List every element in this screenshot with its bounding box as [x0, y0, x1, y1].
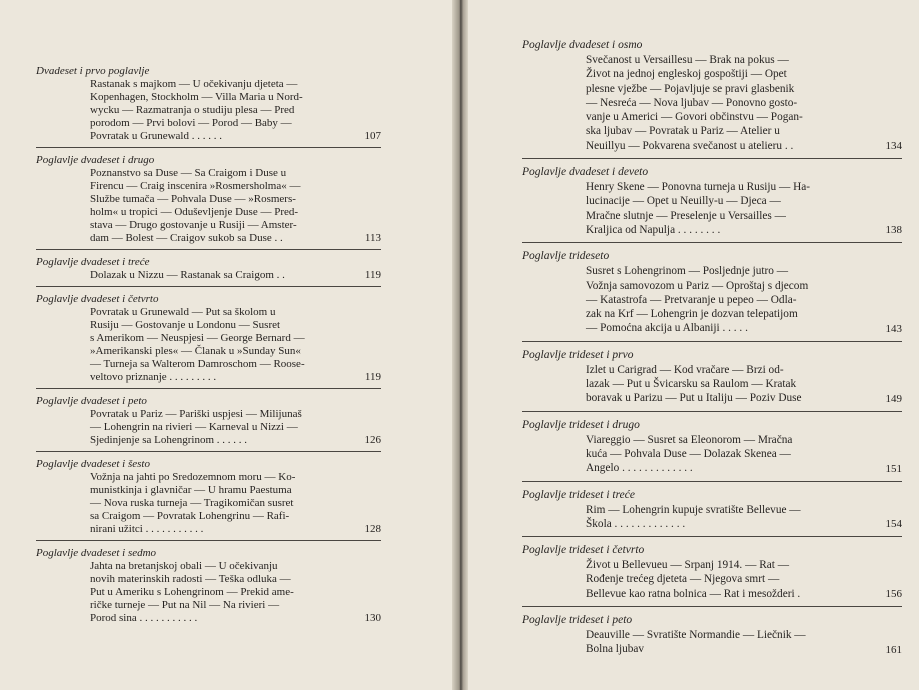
summary-line: sa Craigom — Povratak Lohengrinu — Rafi- [90, 510, 290, 522]
summary-line: Sjedinjenje sa Lohengrinom . . . . . . [90, 434, 248, 446]
toc-chapter-entry [36, 64, 381, 143]
summary-line: Kraljica od Napulja . . . . . . . . [586, 223, 721, 236]
summary-line: Deauville — Svratište Normandie — Liečnik — [586, 629, 806, 642]
summary-line: Poznanstvo sa Duse — Sa Craigom i Duse u [90, 167, 287, 179]
summary-line: stava — Drugo gostovanje u Rusiji — Amster- [90, 219, 297, 231]
chapter-title: Poglavlje dvadeset i četvrto [36, 293, 159, 305]
chapter-divider [522, 606, 902, 607]
summary-line: Rastanak s majkom — U očekivanju djeteta — [90, 78, 298, 90]
summary-line: — Katastrofa — Pretvaranje u pepeo — Odla- [586, 293, 797, 306]
chapter-summary [586, 558, 872, 601]
chapter-divider [522, 158, 902, 159]
summary-line: novih materinskih radosti — Teška odluka — [90, 573, 291, 585]
page-number: 161 [885, 643, 902, 656]
summary-line: Rođenje trećeg djeteta — Njegova smrt — [586, 573, 780, 586]
chapter-title: Dvadeset i prvo poglavlje [36, 65, 150, 77]
chapter-summary [586, 628, 872, 657]
chapter-summary-row [586, 180, 902, 237]
chapter-summary-row [90, 560, 381, 625]
left-page [0, 0, 458, 690]
summary-line: Život u Bellevueu — Srpanj 1914. — Rat — [586, 559, 790, 572]
summary-line: Mračne slutnje — Preselenje u Versailles — [586, 209, 786, 222]
summary-line: — Lohengrin na rivieri — Karneval u Nizzi — [90, 421, 298, 433]
summary-line: s Amerikom — Neuspjesi — George Bernard — [90, 332, 305, 344]
summary-line: Rim — Lohengrin kupuje svratište Bellevue — [586, 503, 801, 516]
toc-chapter-entry [36, 292, 381, 384]
page-number: 128 [364, 523, 381, 535]
chapter-title: Poglavlje trideset i četvrto [522, 544, 645, 557]
toc-chapter-entry [522, 613, 902, 657]
page-number: 156 [885, 588, 902, 601]
chapter-title: Poglavlje dvadeset i peto [36, 395, 147, 407]
summary-line: — Nova ruska turneja — Tragikomičan susret [90, 497, 294, 509]
chapter-title: Poglavlje dvadeset i treće [36, 256, 150, 268]
page-number: 134 [885, 140, 902, 153]
chapter-summary-row [90, 408, 381, 447]
chapter-divider [522, 242, 902, 243]
page-number: 143 [885, 322, 902, 335]
toc-chapter-entry [522, 165, 902, 237]
summary-line: dam — Bolest — Craigov sukob sa Duse . . [90, 232, 283, 244]
summary-line: Put u Ameriku s Lohengrinom — Prekid ame- [90, 586, 294, 598]
summary-line: Bellevue kao ratna bolnica — Rat i mesožderi . [586, 587, 801, 600]
chapter-summary-row [586, 503, 902, 532]
summary-line: Škola . . . . . . . . . . . . . [586, 517, 686, 530]
summary-line: ričke turneje — Put na Nil — Na rivieri — [90, 599, 280, 611]
page-number: 130 [364, 612, 381, 624]
chapter-divider [36, 388, 381, 389]
chapter-title: Poglavlje dvadeset i osmo [522, 39, 643, 51]
summary-line: Vožnja na jahti po Sredozemnom moru — Ko- [90, 471, 296, 483]
summary-line: Neuillyu — Pokvarena svečanost u atelieru . . [586, 139, 794, 152]
chapter-summary [90, 269, 351, 282]
summary-line: veltovo priznanje . . . . . . . . . [90, 371, 217, 383]
chapter-divider [36, 147, 381, 148]
page-number: 151 [885, 462, 902, 475]
chapter-summary-row [586, 433, 902, 476]
summary-line: Bolna ljubav [586, 643, 645, 656]
summary-line: Kopenhagen, Stockholm — Villa Maria u Nord- [90, 91, 303, 103]
summary-line: kuća — Pohvala Duse — Dolazak Skenea — [586, 447, 791, 460]
summary-line: Porod sina . . . . . . . . . . . [90, 612, 198, 624]
right-page [462, 0, 919, 690]
toc-chapter-entry [36, 394, 381, 447]
summary-line: nirani užitci . . . . . . . . . . . [90, 523, 204, 535]
chapter-summary-row [586, 558, 902, 601]
chapter-summary-row [586, 264, 902, 335]
summary-line: Svečanost u Versaillesu — Brak na pokus — [586, 54, 789, 66]
summary-line: Povratak u Grunewald — Put sa školom u [90, 306, 276, 318]
summary-line: wycku — Razmatranja o studiju plesa — Pred [90, 104, 295, 116]
summary-line: Vožnja samovozom u Pariz — Oproštaj s djecom [586, 279, 809, 292]
summary-line: Susret s Lohengrinom — Posljednje jutro — [586, 265, 789, 278]
summary-line: Povratak u Grunewald . . . . . . [90, 130, 222, 142]
chapter-divider [36, 451, 381, 452]
summary-line: Izlet u Carigrad — Kod vračare — Brzi od- [586, 363, 784, 376]
chapter-divider [36, 540, 381, 541]
summary-line: holm« u tropici — Oduševljenje Duse — Pred- [90, 206, 299, 218]
chapter-summary-row [586, 53, 902, 153]
chapter-summary-row [586, 628, 902, 657]
page-number: 149 [885, 392, 902, 405]
page-number: 154 [885, 518, 902, 531]
summary-line: Život na jednoj engleskoj gospoštiji — Opet [586, 68, 787, 81]
toc-chapter-entry [522, 488, 902, 532]
summary-line: — Pomoćna akcija u Albaniji . . . . . [586, 322, 748, 335]
toc-chapter-entry [522, 418, 902, 476]
summary-line: plesne vježbe — Pojavljuje se pravi glasbenik [586, 82, 795, 95]
chapter-summary-row [90, 306, 381, 384]
chapter-summary-row [90, 78, 381, 143]
summary-line: Viareggio — Susret sa Eleonorom — Mračna [586, 433, 793, 446]
page-number: 119 [364, 371, 381, 383]
summary-line: Službe tumača — Pohvala Duse — »Rosmers- [90, 193, 296, 205]
summary-line: Jahta na bretanjskoj obali — U očekivanju [90, 560, 278, 572]
summary-line: Dolazak u Nizzu — Rastanak sa Craigom . . [90, 269, 285, 281]
summary-line: — Turneja sa Walterom Damroschom — Roose- [90, 358, 305, 370]
chapter-summary-row [586, 363, 902, 406]
chapter-summary [586, 433, 872, 476]
page-number: 107 [364, 130, 381, 142]
summary-line: Rusiju — Gostovanje u Londonu — Susret [90, 319, 281, 331]
summary-line: munistkinja i glavničar — U hramu Paestuma [90, 484, 292, 496]
chapter-title: Poglavlje dvadeset i drugo [36, 154, 155, 166]
chapter-title: Poglavlje dvadeset i šesto [36, 458, 150, 470]
toc-chapter-entry [36, 457, 381, 536]
chapter-title: Poglavlje trideset i peto [522, 614, 633, 627]
chapter-title: Poglavlje dvadeset i sedmo [36, 547, 157, 559]
chapter-summary [90, 78, 351, 143]
summary-line: porodom — Prvi bolovi — Porod — Baby — [90, 117, 292, 129]
chapter-title: Poglavlje trideset i treće [522, 488, 635, 501]
chapter-summary [90, 167, 351, 245]
summary-line: ska ljubav — Povratak u Pariz — Atelier u [586, 125, 780, 138]
summary-line: — Nesreća — Nova ljubav — Ponovno gosto- [586, 96, 798, 109]
chapter-summary [90, 408, 351, 447]
toc-chapter-entry [36, 255, 381, 282]
toc-chapter-entry [522, 249, 902, 335]
page-number: 138 [885, 224, 902, 237]
toc-chapter-entry [522, 38, 902, 153]
summary-line: lucinacije — Opet u Neuilly-u — Djeca — [586, 195, 781, 208]
page-number: 113 [364, 232, 381, 244]
summary-line: zak na Krf — Lohengrin je dozvan telepatijom [586, 308, 798, 321]
toc-chapter-entry [522, 348, 902, 406]
chapter-summary [90, 306, 351, 384]
page-number: 119 [364, 269, 381, 281]
toc-chapter-entry [36, 153, 381, 245]
chapter-summary [586, 53, 872, 153]
chapter-summary-row [90, 471, 381, 536]
summary-line: Henry Skene — Ponovna turneja u Rusiju — Ha- [586, 181, 811, 194]
right-table-of-contents [522, 38, 902, 657]
chapter-summary [90, 560, 351, 625]
summary-line: Povratak u Pariz — Pariški uspjesi — Milijunaš [90, 408, 302, 420]
chapter-title: Poglavlje dvadeset i deveto [522, 166, 649, 179]
summary-line: vanje u Americi — Govori občinstvu — Pogan- [586, 111, 803, 124]
chapter-summary [586, 264, 872, 335]
summary-line: »Amerikanski ples« — Članak u »Sunday Sun« [90, 345, 301, 357]
chapter-divider [522, 411, 902, 412]
chapter-summary [586, 180, 872, 237]
page-number: 126 [364, 434, 381, 446]
chapter-divider [36, 286, 381, 287]
chapter-summary-row [90, 167, 381, 245]
chapter-divider [522, 536, 902, 537]
chapter-summary [90, 471, 351, 536]
chapter-title: Poglavlje trideset i drugo [522, 418, 640, 431]
chapter-divider [522, 481, 902, 482]
chapter-divider [522, 341, 902, 342]
chapter-title: Poglavlje trideseto [522, 250, 610, 263]
book-gutter [452, 0, 468, 690]
summary-line: lazak — Put u Švicarsku sa Raulom — Kratak [586, 378, 797, 391]
summary-line: boravak u Parizu — Put u Italiju — Poziv Duse [586, 392, 802, 405]
toc-chapter-entry [522, 543, 902, 601]
summary-line: Angelo . . . . . . . . . . . . . [586, 462, 693, 475]
chapter-summary [586, 363, 872, 406]
chapter-divider [36, 249, 381, 250]
summary-line: Firencu — Craig inscenira »Rosmersholma« — [90, 180, 301, 192]
left-table-of-contents [36, 64, 381, 625]
toc-chapter-entry [36, 546, 381, 625]
chapter-summary-row [90, 269, 381, 282]
chapter-title: Poglavlje trideset i prvo [522, 348, 634, 361]
chapter-summary [586, 503, 872, 532]
